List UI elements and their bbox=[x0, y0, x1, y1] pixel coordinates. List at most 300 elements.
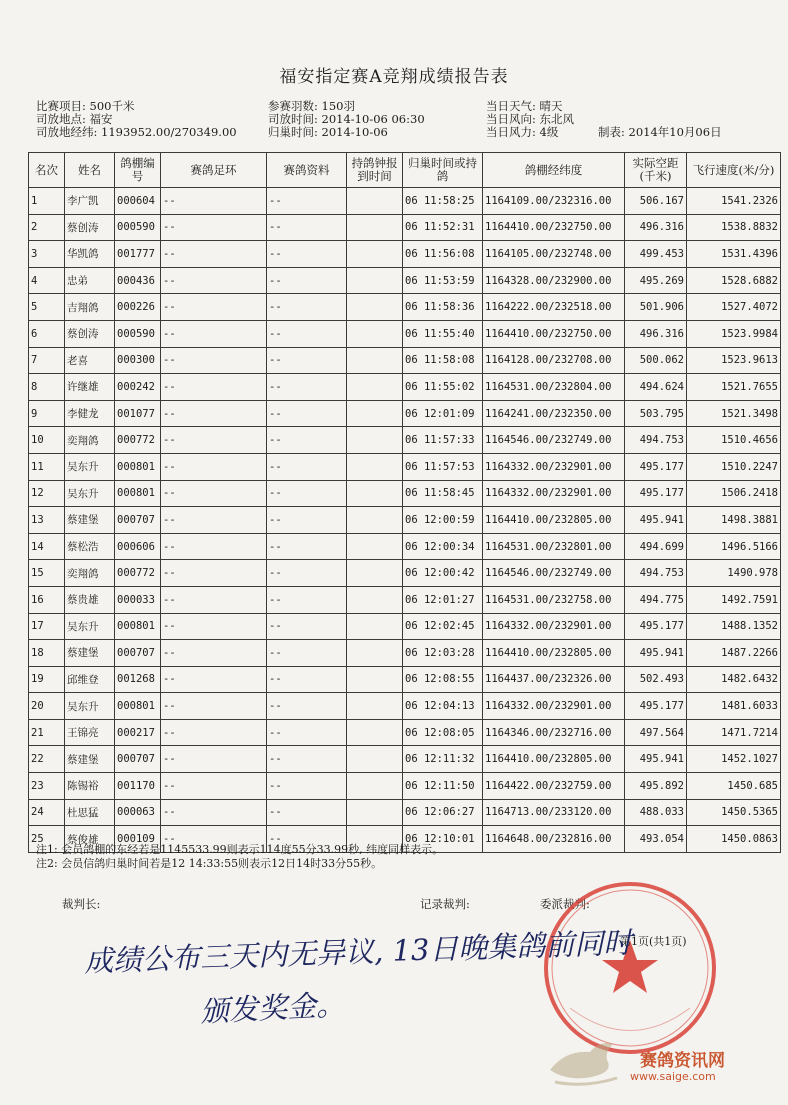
table-cell: 000300 bbox=[115, 347, 161, 374]
handwritten-note-line2: 颁发奖金。 bbox=[199, 987, 346, 1029]
table-cell: -- bbox=[267, 507, 347, 534]
col-header: 飞行速度(米/分) bbox=[687, 153, 781, 188]
table-cell: 1164332.00/232901.00 bbox=[483, 613, 625, 640]
table-row bbox=[29, 693, 781, 720]
table-cell: 503.795 bbox=[625, 400, 687, 427]
table-cell: -- bbox=[267, 693, 347, 720]
table-cell bbox=[347, 586, 403, 613]
table-cell: 1164546.00/232749.00 bbox=[483, 427, 625, 454]
table-cell: 1452.1027 bbox=[687, 746, 781, 773]
table-cell: 吴东升 bbox=[65, 453, 115, 480]
table-cell: -- bbox=[161, 241, 267, 268]
table-cell: 邱维登 bbox=[65, 666, 115, 693]
table-cell: 000590 bbox=[115, 320, 161, 347]
table-cell: 李广凯 bbox=[65, 188, 115, 215]
table-cell: 华凯鸽 bbox=[65, 241, 115, 268]
table-cell: -- bbox=[161, 586, 267, 613]
table-cell: 001077 bbox=[115, 400, 161, 427]
table-cell: 2 bbox=[29, 214, 65, 241]
col-header: 归巢时间或持鸽 bbox=[403, 153, 483, 188]
table-cell: -- bbox=[267, 746, 347, 773]
col-header: 实际空距(千米) bbox=[625, 153, 687, 188]
table-cell bbox=[347, 241, 403, 268]
table-row bbox=[29, 188, 781, 215]
table-cell: 1510.2247 bbox=[687, 453, 781, 480]
table-cell: -- bbox=[267, 719, 347, 746]
table-cell: 奕翔鸽 bbox=[65, 427, 115, 454]
note-1: 注1: 会员鸽棚的东经若是1145533.99则表示114度55分33.99秒, 纬度同样表示。 bbox=[36, 843, 444, 856]
table-cell bbox=[347, 374, 403, 401]
table-cell: 000772 bbox=[115, 560, 161, 587]
table-cell: 000606 bbox=[115, 533, 161, 560]
table-cell: 蔡贵雄 bbox=[65, 586, 115, 613]
table-cell: 06 12:01:09 bbox=[403, 400, 483, 427]
table-row bbox=[29, 586, 781, 613]
table-cell bbox=[347, 799, 403, 826]
table-cell: -- bbox=[161, 427, 267, 454]
table-cell: 000109 bbox=[115, 826, 161, 853]
table-cell: 1528.6882 bbox=[687, 267, 781, 294]
table-cell: 000217 bbox=[115, 719, 161, 746]
table-cell: 9 bbox=[29, 400, 65, 427]
table-row bbox=[29, 453, 781, 480]
table-cell: 495.177 bbox=[625, 453, 687, 480]
table-cell: -- bbox=[161, 294, 267, 321]
table-row bbox=[29, 666, 781, 693]
table-cell: 23 bbox=[29, 773, 65, 800]
table-cell: 吴东升 bbox=[65, 480, 115, 507]
table-cell: -- bbox=[161, 826, 267, 853]
table-cell bbox=[347, 693, 403, 720]
table-cell: 老喜 bbox=[65, 347, 115, 374]
table-cell: 497.564 bbox=[625, 719, 687, 746]
table-cell: 1164222.00/232518.00 bbox=[483, 294, 625, 321]
table-cell: 495.177 bbox=[625, 693, 687, 720]
table-cell: 1527.4072 bbox=[687, 294, 781, 321]
table-cell: -- bbox=[161, 374, 267, 401]
table-cell: -- bbox=[267, 214, 347, 241]
table-cell: 陈锡裕 bbox=[65, 773, 115, 800]
col-header: 赛鸽资料 bbox=[267, 153, 347, 188]
table-cell: 忠弟 bbox=[65, 267, 115, 294]
table-cell: 25 bbox=[29, 826, 65, 853]
table-cell: 001777 bbox=[115, 241, 161, 268]
table-cell: -- bbox=[267, 666, 347, 693]
table-cell bbox=[347, 773, 403, 800]
table-cell: -- bbox=[267, 826, 347, 853]
table-cell: 488.033 bbox=[625, 799, 687, 826]
table-row bbox=[29, 267, 781, 294]
table-cell: 1164531.00/232804.00 bbox=[483, 374, 625, 401]
table-cell: 1164531.00/232801.00 bbox=[483, 533, 625, 560]
table-row bbox=[29, 400, 781, 427]
table-row bbox=[29, 507, 781, 534]
table-cell: 1482.6432 bbox=[687, 666, 781, 693]
table-cell: -- bbox=[267, 640, 347, 667]
table-cell: -- bbox=[267, 241, 347, 268]
table-cell: 15 bbox=[29, 560, 65, 587]
table-cell: 1164332.00/232901.00 bbox=[483, 693, 625, 720]
table-cell: 蔡俊雄 bbox=[65, 826, 115, 853]
table-cell: 1471.7214 bbox=[687, 719, 781, 746]
table-row bbox=[29, 214, 781, 241]
release-time: 司放时间: 2014-10-06 06:30 bbox=[268, 112, 425, 126]
delegate-label: 委派裁判: bbox=[540, 897, 590, 911]
table-cell: 495.941 bbox=[625, 507, 687, 534]
table-cell: 06 11:52:31 bbox=[403, 214, 483, 241]
table-cell: 1450.685 bbox=[687, 773, 781, 800]
table-cell: -- bbox=[161, 188, 267, 215]
table-cell: -- bbox=[267, 480, 347, 507]
table-cell bbox=[347, 294, 403, 321]
table-cell: -- bbox=[267, 453, 347, 480]
table-cell: 19 bbox=[29, 666, 65, 693]
table-row bbox=[29, 799, 781, 826]
table-cell bbox=[347, 320, 403, 347]
table-cell: 1506.2418 bbox=[687, 480, 781, 507]
table-cell: 06 12:01:27 bbox=[403, 586, 483, 613]
results-body bbox=[29, 188, 781, 853]
table-cell: 11 bbox=[29, 453, 65, 480]
table-cell: -- bbox=[267, 799, 347, 826]
table-cell: 4 bbox=[29, 267, 65, 294]
table-cell: 5 bbox=[29, 294, 65, 321]
table-row bbox=[29, 347, 781, 374]
table-cell: 000772 bbox=[115, 427, 161, 454]
table-cell: -- bbox=[161, 693, 267, 720]
table-cell bbox=[347, 560, 403, 587]
table-cell: 3 bbox=[29, 241, 65, 268]
release-coords: 司放地经纬: 1193952.00/270349.00 bbox=[36, 125, 237, 139]
table-cell: 8 bbox=[29, 374, 65, 401]
table-cell: 1164128.00/232708.00 bbox=[483, 347, 625, 374]
weather-info: 当日天气: 晴天 bbox=[486, 99, 563, 113]
table-cell: 奕翔鸽 bbox=[65, 560, 115, 587]
table-cell: -- bbox=[161, 400, 267, 427]
table-cell: 1510.4656 bbox=[687, 427, 781, 454]
table-cell bbox=[347, 347, 403, 374]
table-cell: 06 11:56:08 bbox=[403, 241, 483, 268]
page-number: 第1页(共1页) bbox=[620, 935, 687, 948]
table-cell: -- bbox=[267, 773, 347, 800]
table-row bbox=[29, 560, 781, 587]
table-cell: -- bbox=[161, 507, 267, 534]
table-cell: 493.054 bbox=[625, 826, 687, 853]
col-header: 赛鸽足环 bbox=[161, 153, 267, 188]
table-row bbox=[29, 320, 781, 347]
table-cell: -- bbox=[161, 799, 267, 826]
table-cell: 06 12:06:27 bbox=[403, 799, 483, 826]
notes bbox=[36, 843, 443, 871]
table-cell: 1450.5365 bbox=[687, 799, 781, 826]
report-title: 福安指定赛A竞翔成绩报告表 bbox=[279, 67, 509, 87]
table-cell: 1164410.00/232750.00 bbox=[483, 214, 625, 241]
table-cell: 22 bbox=[29, 746, 65, 773]
table-cell: 06 12:10:01 bbox=[403, 826, 483, 853]
table-cell: 506.167 bbox=[625, 188, 687, 215]
table-row bbox=[29, 241, 781, 268]
table-cell: 000801 bbox=[115, 453, 161, 480]
table-cell: 000604 bbox=[115, 188, 161, 215]
table-cell: 06 11:58:36 bbox=[403, 294, 483, 321]
table-cell: 许继雄 bbox=[65, 374, 115, 401]
table-cell: 000226 bbox=[115, 294, 161, 321]
table-cell: 06 12:11:32 bbox=[403, 746, 483, 773]
table-cell: 13 bbox=[29, 507, 65, 534]
table-row bbox=[29, 773, 781, 800]
table-cell: 1164713.00/233120.00 bbox=[483, 799, 625, 826]
table-cell: -- bbox=[267, 267, 347, 294]
watermark-text: 赛鸽资讯网 bbox=[640, 1051, 725, 1071]
table-cell: 06 12:02:45 bbox=[403, 613, 483, 640]
table-cell: 06 12:00:34 bbox=[403, 533, 483, 560]
table-cell bbox=[347, 188, 403, 215]
table-cell bbox=[347, 267, 403, 294]
table-cell: 蔡创涛 bbox=[65, 320, 115, 347]
table-cell bbox=[347, 533, 403, 560]
table-cell: 20 bbox=[29, 693, 65, 720]
table-row bbox=[29, 613, 781, 640]
table-cell: -- bbox=[267, 560, 347, 587]
table-cell: 1164422.00/232759.00 bbox=[483, 773, 625, 800]
table-cell: 1164241.00/232350.00 bbox=[483, 400, 625, 427]
table-cell: 494.775 bbox=[625, 586, 687, 613]
table-cell: 000707 bbox=[115, 746, 161, 773]
table-cell: 1164437.00/232326.00 bbox=[483, 666, 625, 693]
return-time: 归巢时间: 2014-10-06 bbox=[268, 125, 388, 139]
table-cell: 16 bbox=[29, 586, 65, 613]
table-cell: 1164109.00/232316.00 bbox=[483, 188, 625, 215]
table-cell: -- bbox=[161, 480, 267, 507]
table-cell: 1164410.00/232805.00 bbox=[483, 640, 625, 667]
table-cell: 1164332.00/232901.00 bbox=[483, 453, 625, 480]
table-cell: 06 11:57:53 bbox=[403, 453, 483, 480]
table-cell bbox=[347, 453, 403, 480]
table-row bbox=[29, 746, 781, 773]
table-cell: 1164105.00/232748.00 bbox=[483, 241, 625, 268]
table-cell: 吴东升 bbox=[65, 613, 115, 640]
table-cell: 1492.7591 bbox=[687, 586, 781, 613]
handwritten-note-line1: 成绩公布三天内无异议, 13日晚集鸽前同时 bbox=[83, 925, 633, 979]
table-cell: -- bbox=[161, 320, 267, 347]
table-row bbox=[29, 374, 781, 401]
table-cell bbox=[347, 214, 403, 241]
table-cell: 1 bbox=[29, 188, 65, 215]
table-cell: 1523.9984 bbox=[687, 320, 781, 347]
table-cell: 496.316 bbox=[625, 320, 687, 347]
table-cell: 1164648.00/232816.00 bbox=[483, 826, 625, 853]
table-cell: 1164328.00/232900.00 bbox=[483, 267, 625, 294]
table-cell: 000063 bbox=[115, 799, 161, 826]
table-cell: 1164410.00/232750.00 bbox=[483, 320, 625, 347]
table-cell: 7 bbox=[29, 347, 65, 374]
table-cell: 495.892 bbox=[625, 773, 687, 800]
table-cell bbox=[347, 613, 403, 640]
table-cell bbox=[347, 427, 403, 454]
table-cell: 000242 bbox=[115, 374, 161, 401]
table-cell: 06 11:55:40 bbox=[403, 320, 483, 347]
table-cell: 杜思猛 bbox=[65, 799, 115, 826]
table-cell: 499.453 bbox=[625, 241, 687, 268]
watermark-url: www.saige.com bbox=[630, 1070, 716, 1083]
table-cell: 494.753 bbox=[625, 427, 687, 454]
table-cell: 1521.3498 bbox=[687, 400, 781, 427]
table-cell: 496.316 bbox=[625, 214, 687, 241]
table-cell: -- bbox=[267, 400, 347, 427]
table-cell: 蔡松浩 bbox=[65, 533, 115, 560]
col-header: 鸽棚经纬度 bbox=[483, 153, 625, 188]
table-cell: 001170 bbox=[115, 773, 161, 800]
table-cell: -- bbox=[161, 533, 267, 560]
table-row bbox=[29, 719, 781, 746]
table-cell: -- bbox=[161, 453, 267, 480]
table-cell: 吉翔鸽 bbox=[65, 294, 115, 321]
table-cell bbox=[347, 507, 403, 534]
col-header: 名次 bbox=[29, 153, 65, 188]
table-cell: 1521.7655 bbox=[687, 374, 781, 401]
table-cell: 1164531.00/232758.00 bbox=[483, 586, 625, 613]
table-cell bbox=[347, 719, 403, 746]
table-cell: 06 12:11:50 bbox=[403, 773, 483, 800]
release-place: 司放地点: 福安 bbox=[36, 112, 113, 126]
table-cell: 1450.0863 bbox=[687, 826, 781, 853]
table-cell: -- bbox=[267, 347, 347, 374]
table-cell: 1164410.00/232805.00 bbox=[483, 746, 625, 773]
table-cell: 1488.1352 bbox=[687, 613, 781, 640]
made-date: 制表: 2014年10月06日 bbox=[598, 125, 722, 139]
table-row bbox=[29, 480, 781, 507]
table-cell: 06 11:58:45 bbox=[403, 480, 483, 507]
table-cell: -- bbox=[267, 294, 347, 321]
table-cell: -- bbox=[267, 188, 347, 215]
col-header: 持鸽钟报到时间 bbox=[347, 153, 403, 188]
table-cell: 蔡建堡 bbox=[65, 746, 115, 773]
table-cell: 吴东升 bbox=[65, 693, 115, 720]
col-header: 鸽棚编号 bbox=[115, 153, 161, 188]
pigeon-logo-icon bbox=[545, 1030, 625, 1090]
table-cell: 000801 bbox=[115, 693, 161, 720]
table-cell: 06 11:58:08 bbox=[403, 347, 483, 374]
table-cell: 000801 bbox=[115, 480, 161, 507]
wind-force: 当日风力: 4级 bbox=[486, 125, 559, 139]
table-cell: 1523.9613 bbox=[687, 347, 781, 374]
table-cell: 000590 bbox=[115, 214, 161, 241]
table-cell: 1531.4396 bbox=[687, 241, 781, 268]
table-cell: 000033 bbox=[115, 586, 161, 613]
note-2: 注2: 会员信鸽归巢时间若是12 14:33:55则表示12日14时33分55秒。 bbox=[36, 857, 383, 870]
table-cell: 494.699 bbox=[625, 533, 687, 560]
table-cell: 000707 bbox=[115, 507, 161, 534]
table-cell: 12 bbox=[29, 480, 65, 507]
table-cell: 495.269 bbox=[625, 267, 687, 294]
table-cell: 1538.8832 bbox=[687, 214, 781, 241]
table-cell: -- bbox=[267, 320, 347, 347]
table-cell: 000801 bbox=[115, 613, 161, 640]
table-cell: -- bbox=[161, 214, 267, 241]
referee-label: 裁判长: bbox=[62, 897, 101, 911]
table-cell: 李健龙 bbox=[65, 400, 115, 427]
table-cell: 1164346.00/232716.00 bbox=[483, 719, 625, 746]
table-cell: 494.624 bbox=[625, 374, 687, 401]
table-cell: 502.493 bbox=[625, 666, 687, 693]
table-cell bbox=[347, 640, 403, 667]
table-cell: 王锦亮 bbox=[65, 719, 115, 746]
table-row bbox=[29, 427, 781, 454]
table-cell: 000436 bbox=[115, 267, 161, 294]
table-cell: -- bbox=[161, 347, 267, 374]
results-table bbox=[28, 152, 781, 853]
table-cell: 06 12:03:28 bbox=[403, 640, 483, 667]
table-cell: 21 bbox=[29, 719, 65, 746]
table-cell bbox=[347, 666, 403, 693]
table-cell bbox=[347, 480, 403, 507]
table-cell: 蔡创涛 bbox=[65, 214, 115, 241]
table-cell: 06 12:04:13 bbox=[403, 693, 483, 720]
table-cell: -- bbox=[267, 613, 347, 640]
recorder-label: 记录裁判: bbox=[420, 897, 470, 911]
table-cell: 500.062 bbox=[625, 347, 687, 374]
table-cell: 06 11:58:25 bbox=[403, 188, 483, 215]
table-cell: 06 12:00:59 bbox=[403, 507, 483, 534]
table-cell: 495.177 bbox=[625, 613, 687, 640]
col-header: 姓名 bbox=[65, 153, 115, 188]
wind-direction: 当日风向: 东北风 bbox=[486, 112, 575, 126]
table-cell: -- bbox=[161, 640, 267, 667]
table-row bbox=[29, 294, 781, 321]
table-cell: -- bbox=[161, 613, 267, 640]
table-cell: 495.177 bbox=[625, 480, 687, 507]
table-cell: 10 bbox=[29, 427, 65, 454]
table-cell: 000707 bbox=[115, 640, 161, 667]
table-cell: 24 bbox=[29, 799, 65, 826]
table-row bbox=[29, 640, 781, 667]
table-cell: 06 11:55:02 bbox=[403, 374, 483, 401]
table-cell: 1481.6033 bbox=[687, 693, 781, 720]
table-cell: 1490.978 bbox=[687, 560, 781, 587]
table-row bbox=[29, 533, 781, 560]
table-cell: 6 bbox=[29, 320, 65, 347]
table-cell: 06 12:00:42 bbox=[403, 560, 483, 587]
table-cell: -- bbox=[161, 560, 267, 587]
entry-count: 参赛羽数: 150羽 bbox=[268, 99, 355, 113]
table-cell: 1164546.00/232749.00 bbox=[483, 560, 625, 587]
event-info: 比赛项目: 500千米 bbox=[36, 99, 135, 113]
table-cell: 17 bbox=[29, 613, 65, 640]
table-cell: 495.941 bbox=[625, 746, 687, 773]
table-cell: 001268 bbox=[115, 666, 161, 693]
table-cell: 1164410.00/232805.00 bbox=[483, 507, 625, 534]
table-cell bbox=[347, 746, 403, 773]
table-cell: 14 bbox=[29, 533, 65, 560]
table-header-row bbox=[29, 153, 781, 188]
table-cell: 1541.2326 bbox=[687, 188, 781, 215]
table-cell: 06 11:57:33 bbox=[403, 427, 483, 454]
table-cell: 06 12:08:05 bbox=[403, 719, 483, 746]
table-cell: -- bbox=[267, 374, 347, 401]
table-cell: 蔡建堡 bbox=[65, 640, 115, 667]
table-cell: 494.753 bbox=[625, 560, 687, 587]
table-cell: -- bbox=[267, 427, 347, 454]
table-cell: 501.906 bbox=[625, 294, 687, 321]
table-cell: 1498.3881 bbox=[687, 507, 781, 534]
table-cell: 蔡建堡 bbox=[65, 507, 115, 534]
table-cell: 18 bbox=[29, 640, 65, 667]
table-cell: -- bbox=[161, 666, 267, 693]
table-cell: -- bbox=[161, 719, 267, 746]
table-cell: 06 11:53:59 bbox=[403, 267, 483, 294]
table-cell: -- bbox=[267, 533, 347, 560]
table-cell: -- bbox=[161, 773, 267, 800]
